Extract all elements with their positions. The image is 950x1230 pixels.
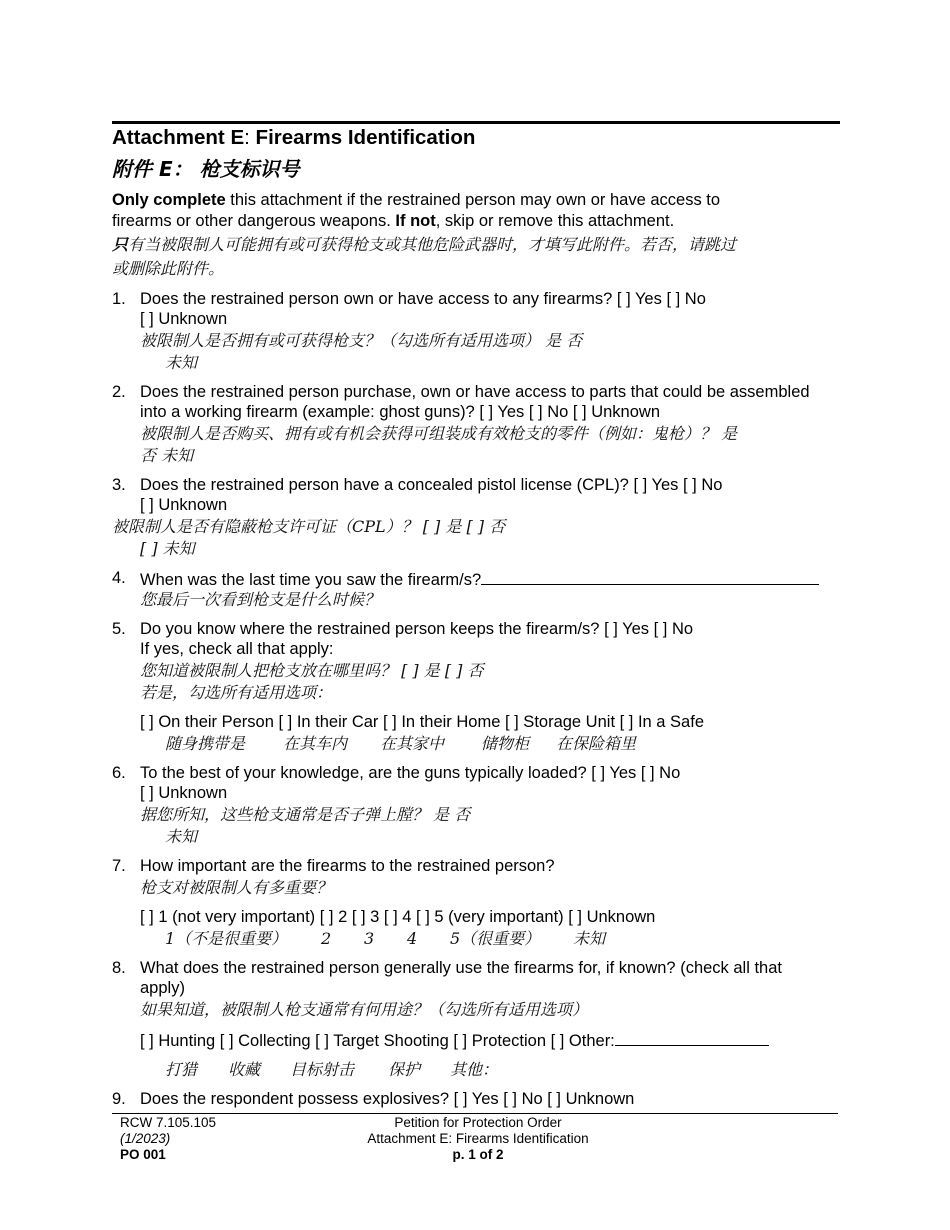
q5-options-zh-4: 储物柜 [481,734,530,753]
q5-options-zh-2: 在其车内 [283,734,348,753]
q5-number: 5. [112,620,126,638]
q5-options-zh-1: 随身携带是 [165,734,246,753]
q1-zh-2: 未知 [165,353,198,372]
q6-zh-2: 未知 [165,827,198,846]
q4-answer-field[interactable] [481,568,819,585]
q1-zh-1: 被限制人是否拥有或可获得枪支？（勾选所有适用选项） 是 否 [140,331,583,350]
q2-zh-1: 被限制人是否购买、拥有或有机会获得可组装成有效枪支的零件（例如：鬼枪）？ 是 [140,424,738,443]
q6-zh-1: 据您所知，这些枪支通常是否子弹上膛？ 是 否 [140,805,471,824]
q5-options-zh-5: 在保险箱里 [556,734,637,753]
q1-line-1: Does the restrained person own or have access to any firearms? [ ] Yes [ ] No [140,290,706,308]
q7-options-zh-3: 3 [364,929,375,948]
q5-options[interactable]: [ ] On their Person [ ] In their Car [ ] In their Home [ ] Storage Unit [ ] In a Safe [140,713,704,731]
q3-line-1: Does the restrained person have a concealed pistol license (CPL)? [ ] Yes [ ] No [140,476,723,494]
q2-number: 2. [112,383,126,401]
q7-options[interactable]: [ ] 1 (not very important) [ ] 2 [ ] 3 [ ] 4 [ ] 5 (very important) [ ] Unknown [140,908,656,926]
q8-line-2: apply) [140,979,185,997]
q6-line-1: To the best of your knowledge, are the guns typically loaded? [ ] Yes [ ] No [140,764,681,782]
q2-zh-2: 否 未知 [140,446,194,465]
q7-options-zh-2: 2 [321,929,332,948]
q8-line-1: What does the restrained person generally use the firearms for, if known? (check all that [140,959,782,977]
q7-options-zh-5: 5（很重要） [450,929,541,948]
q2-line-1: Does the restrained person purchase, own or have access to parts that could be assembled [140,383,810,401]
q8-options[interactable]: [ ] Hunting [ ] Collecting [ ] Target Shooting [ ] Protection [ ] Other: [140,1029,769,1052]
header-rule [112,121,840,124]
q8-zh-1: 如果知道，被限制人枪支通常有何用途？（勾选所有适用选项） [140,1000,589,1019]
q3-number: 3. [112,476,126,494]
q8-options-zh-5: 其他： [450,1060,499,1079]
q7-options-zh-6: 未知 [573,929,606,948]
footer-attachment-title: Attachment E: Firearms Identification [367,1131,589,1146]
q8-number: 8. [112,959,126,977]
q5-zh-2: 若是，勾选所有适用选项： [140,683,333,702]
footer-page-number: p. 1 of 2 [452,1147,504,1162]
q6-line-2: [ ] Unknown [140,784,228,802]
q9-line-1[interactable]: Does the respondent possess explosives? [ ] Yes [ ] No [ ] Unknown [140,1090,635,1108]
q6-number: 6. [112,764,126,782]
q7-number: 7. [112,857,126,875]
footer-date: (1/2023) [120,1131,171,1146]
intro-zh-line-1: 只有当被限制人可能拥有或可获得枪支或其他危险武器时，才填写此附件。若否，请跳过 [112,235,737,254]
page-title: Attachment E: Firearms Identification [112,126,476,149]
q5-line-2: If yes, check all that apply: [140,640,334,658]
q4-number: 4. [112,569,126,587]
footer-form-title: Petition for Protection Order [394,1115,562,1130]
q4-zh-1: 您最后一次看到枪支是什么时候？ [140,590,381,609]
q5-options-zh-3: 在其家中 [380,734,445,753]
intro-line-2: firearms or other dangerous weapons. If not, skip or remove this attachment. [112,212,675,230]
q8-options-zh-3: 目标射击 [290,1060,355,1079]
q1-line-2: [ ] Unknown [140,310,228,328]
q8-options-zh-2: 收藏 [228,1060,261,1079]
q5-line-1: Do you know where the restrained person keeps the firearm/s? [ ] Yes [ ] No [140,620,694,638]
q3-zh-2: [ ] 未知 [140,539,195,558]
q5-zh-1: 您知道被限制人把枪支放在哪里吗？ [ ] 是 [ ] 否 [140,661,484,680]
q7-line-1: How important are the firearms to the restrained person? [140,857,555,875]
q8-options-zh-1: 打猎 [165,1060,198,1079]
q2-line-2: into a working firearm (example: ghost guns)? [ ] Yes [ ] No [ ] Unknown [140,403,660,421]
q7-options-zh-4: 4 [407,929,418,948]
q7-options-zh-1: 1（不是很重要） [165,929,288,948]
q8-other-field[interactable] [615,1029,769,1046]
page-title-zh: 附件 E： 枪支标识号 [112,157,300,181]
q7-zh-1: 枪支对被限制人有多重要？ [140,878,333,897]
q1-number: 1. [112,290,126,308]
q3-line-2: [ ] Unknown [140,496,228,514]
intro-line-1: Only complete this attachment if the restrained person may own or have access to [112,191,721,209]
q4-line-1: When was the last time you saw the firearm/s? [140,568,819,591]
q9-number: 9. [112,1090,126,1108]
intro-zh-line-2: 或删除此附件。 [112,259,225,278]
footer-rule [112,1113,838,1114]
q3-zh-1: 被限制人是否有隐蔽枪支许可证（CPL）？ [ ] 是 [ ] 否 [112,517,506,536]
footer-rcw: RCW 7.105.105 [120,1115,217,1130]
footer-form-id: PO 001 [120,1147,166,1162]
q8-options-zh-4: 保护 [388,1060,421,1079]
